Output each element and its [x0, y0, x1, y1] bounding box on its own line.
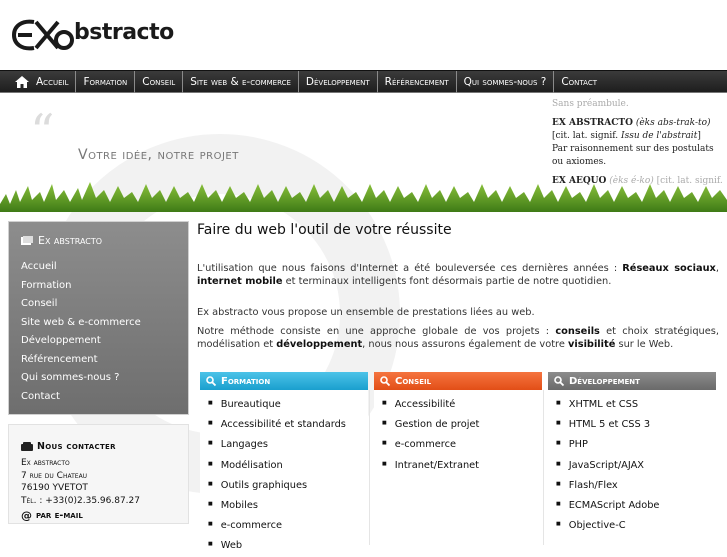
nav-item-referencement[interactable]: Référencement — [378, 71, 457, 93]
p1-bold-reseaux: Réseaux sociaux — [622, 263, 716, 274]
list-item[interactable]: ■ Intranet/Extranet — [382, 455, 542, 475]
sidebar-item-accueil[interactable]: Accueil — [21, 261, 57, 272]
banner-slogan: Votre idée, notre projet — [78, 147, 239, 163]
p3-bold-developpement: développement — [276, 339, 363, 350]
list-item[interactable]: ■ e-commerce — [208, 515, 368, 535]
sidebar-item-contact[interactable]: Contact — [21, 390, 60, 402]
logo-text: bstracto — [74, 20, 174, 45]
sidebar-item-referencement[interactable]: Référencement — [21, 353, 98, 365]
p3-text-e: , nous nous assurons également de votre — [362, 339, 568, 350]
sidebar-item-site-web[interactable]: Site web & e-commerce — [21, 316, 141, 328]
list-item[interactable]: ■ ECMAScript Adobe — [556, 495, 716, 515]
logo-ex-mark-icon — [12, 14, 74, 56]
list-item[interactable]: ■ Objective-C — [556, 515, 716, 535]
nav-item-accueil[interactable]: Accueil — [32, 71, 76, 93]
column-conseil-header[interactable] — [374, 372, 542, 390]
definition-etym-2: [cit. lat. signif. — [656, 176, 723, 186]
sidebar-item-qui-sommes-nous[interactable]: Qui sommes-nous ? — [21, 372, 120, 383]
sidebar-item-developpement[interactable]: Développement — [21, 335, 101, 346]
column-divider — [543, 390, 544, 545]
search-icon — [206, 376, 216, 386]
nav-item-conseil[interactable]: Conseil — [135, 71, 183, 93]
intro-paragraph-2: Ex abstracto vous propose un ensemble de prestations liées au web. — [197, 307, 535, 318]
list-item[interactable]: ■ JavaScript/AJAX — [556, 455, 716, 475]
intro-paragraph-3 — [197, 325, 719, 351]
list-item[interactable]: ■ XHTML et CSS — [556, 394, 716, 414]
column-formation-header[interactable] — [200, 372, 368, 390]
column-developpement-title: Développement — [569, 375, 640, 387]
column-conseil-list — [374, 390, 542, 475]
sidebar-title-text: Ex abstracto — [38, 234, 103, 247]
folder-icon — [21, 236, 33, 245]
nav-item-site-web[interactable]: Site web & e-commerce — [183, 71, 299, 93]
p1-text-e: et terminaux intelligents font désormais partie de notre quotidien. — [282, 276, 612, 287]
p3-text-g: sur le Web. — [615, 339, 674, 350]
sidebar-title — [21, 234, 102, 247]
definition-term-2: EX AEQUO — [552, 176, 607, 186]
definition-etym-1-italic: Issu de l'abstrait — [621, 131, 698, 141]
list-item[interactable]: ■ e-commerce — [382, 434, 542, 454]
p3-bold-visibilite: visibilité — [568, 339, 616, 350]
p1-text-a: L'utilisation que nous faisons d'Internet a été bouleversée ces dernières années : — [197, 263, 623, 274]
contact-tel: +33(0)2.35.96.87.27 — [45, 495, 140, 506]
definition-etym-1-close: ] — [697, 131, 701, 141]
contact-title — [21, 441, 116, 452]
column-conseil-title: Conseil — [395, 375, 432, 387]
definition-intro: Sans préambule. — [552, 99, 629, 109]
sidebar-item-formation[interactable]: Formation — [21, 279, 72, 291]
definition-etym-1: [cit. lat. signif. — [552, 131, 622, 141]
list-item[interactable]: ■ HTML 5 et CSS 3 — [556, 414, 716, 434]
column-conseil — [374, 372, 542, 545]
at-icon: @ — [21, 509, 32, 522]
column-divider — [369, 390, 370, 545]
quote-mark: “ — [30, 104, 55, 160]
list-item[interactable]: ■ Accessibilité — [382, 394, 542, 414]
nav-item-developpement[interactable]: Développement — [299, 71, 378, 93]
contact-address — [21, 457, 140, 507]
intro-paragraph-1 — [197, 262, 719, 288]
column-developpement-list — [548, 390, 716, 535]
site-logo[interactable] — [12, 14, 174, 56]
sidebar-menu — [8, 221, 189, 415]
column-formation-title: Formation — [221, 375, 271, 387]
list-item[interactable]: ■ Gestion de projet — [382, 414, 542, 434]
definition-term-1: EX ABSTRACTO — [552, 118, 633, 128]
list-item[interactable]: ■ Accessibilité et standards — [208, 414, 368, 434]
contact-title-text: Nous contacter — [37, 441, 116, 452]
column-developpement-header[interactable] — [548, 372, 716, 390]
home-icon[interactable] — [12, 71, 32, 93]
list-item[interactable]: ■ Outils graphiques — [208, 475, 368, 495]
grass-decoration — [0, 180, 727, 212]
p3-text-a: Notre méthode consiste en une approche globale de vos projets : — [197, 326, 556, 337]
contact-name: Ex abstracto — [21, 458, 70, 468]
list-item[interactable]: ■ Flash/Flex — [556, 475, 716, 495]
contact-mail-text: par e-mail — [36, 510, 83, 521]
contact-tel-label: Tél. : — [21, 495, 43, 506]
page-title: Faire du web l'outil de votre réussite — [197, 222, 452, 238]
list-item[interactable]: ■ PHP — [556, 434, 716, 454]
contact-city: 76190 YVETOT — [21, 483, 88, 493]
column-formation-list — [200, 390, 368, 556]
contact-box — [8, 424, 189, 524]
list-item[interactable]: ■ Modélisation — [208, 455, 368, 475]
contact-street: 7 rue du Chateau — [21, 470, 88, 481]
p3-text-c: et choix stratégiques, modélisation et — [197, 326, 719, 350]
p1-bold-mobile: internet mobile — [197, 276, 283, 287]
nav-item-contact[interactable]: Contact — [561, 75, 597, 88]
p3-bold-conseils: conseils — [555, 326, 600, 337]
column-formation — [200, 372, 368, 552]
p1-text-c: , — [715, 263, 719, 274]
main-nav — [0, 70, 727, 93]
list-item[interactable]: ■ Langages — [208, 434, 368, 454]
header-banner — [0, 94, 727, 212]
definition-meaning-1: Par raisonnement sur des postulats ou axiomes. — [552, 144, 714, 167]
list-item[interactable]: ■ Mobiles — [208, 495, 368, 515]
sidebar-list — [21, 258, 186, 406]
sidebar-item-conseil[interactable]: Conseil — [21, 298, 58, 309]
nav-item-qui-sommes-nous[interactable]: Qui sommes-nous ? — [457, 71, 555, 93]
column-developpement — [548, 372, 716, 545]
definition-pron-2: (èks é-ko) — [609, 176, 654, 186]
nav-item-formation[interactable]: Formation — [76, 71, 135, 93]
list-item[interactable]: ■ Web — [208, 535, 368, 555]
list-item[interactable]: ■ Bureautique — [208, 394, 368, 414]
search-icon — [380, 376, 390, 386]
phone-icon — [21, 442, 33, 451]
search-icon — [554, 376, 564, 386]
definition-pron-1: (èks abs-trak-to) — [635, 118, 711, 128]
contact-mail-link[interactable] — [21, 509, 83, 522]
